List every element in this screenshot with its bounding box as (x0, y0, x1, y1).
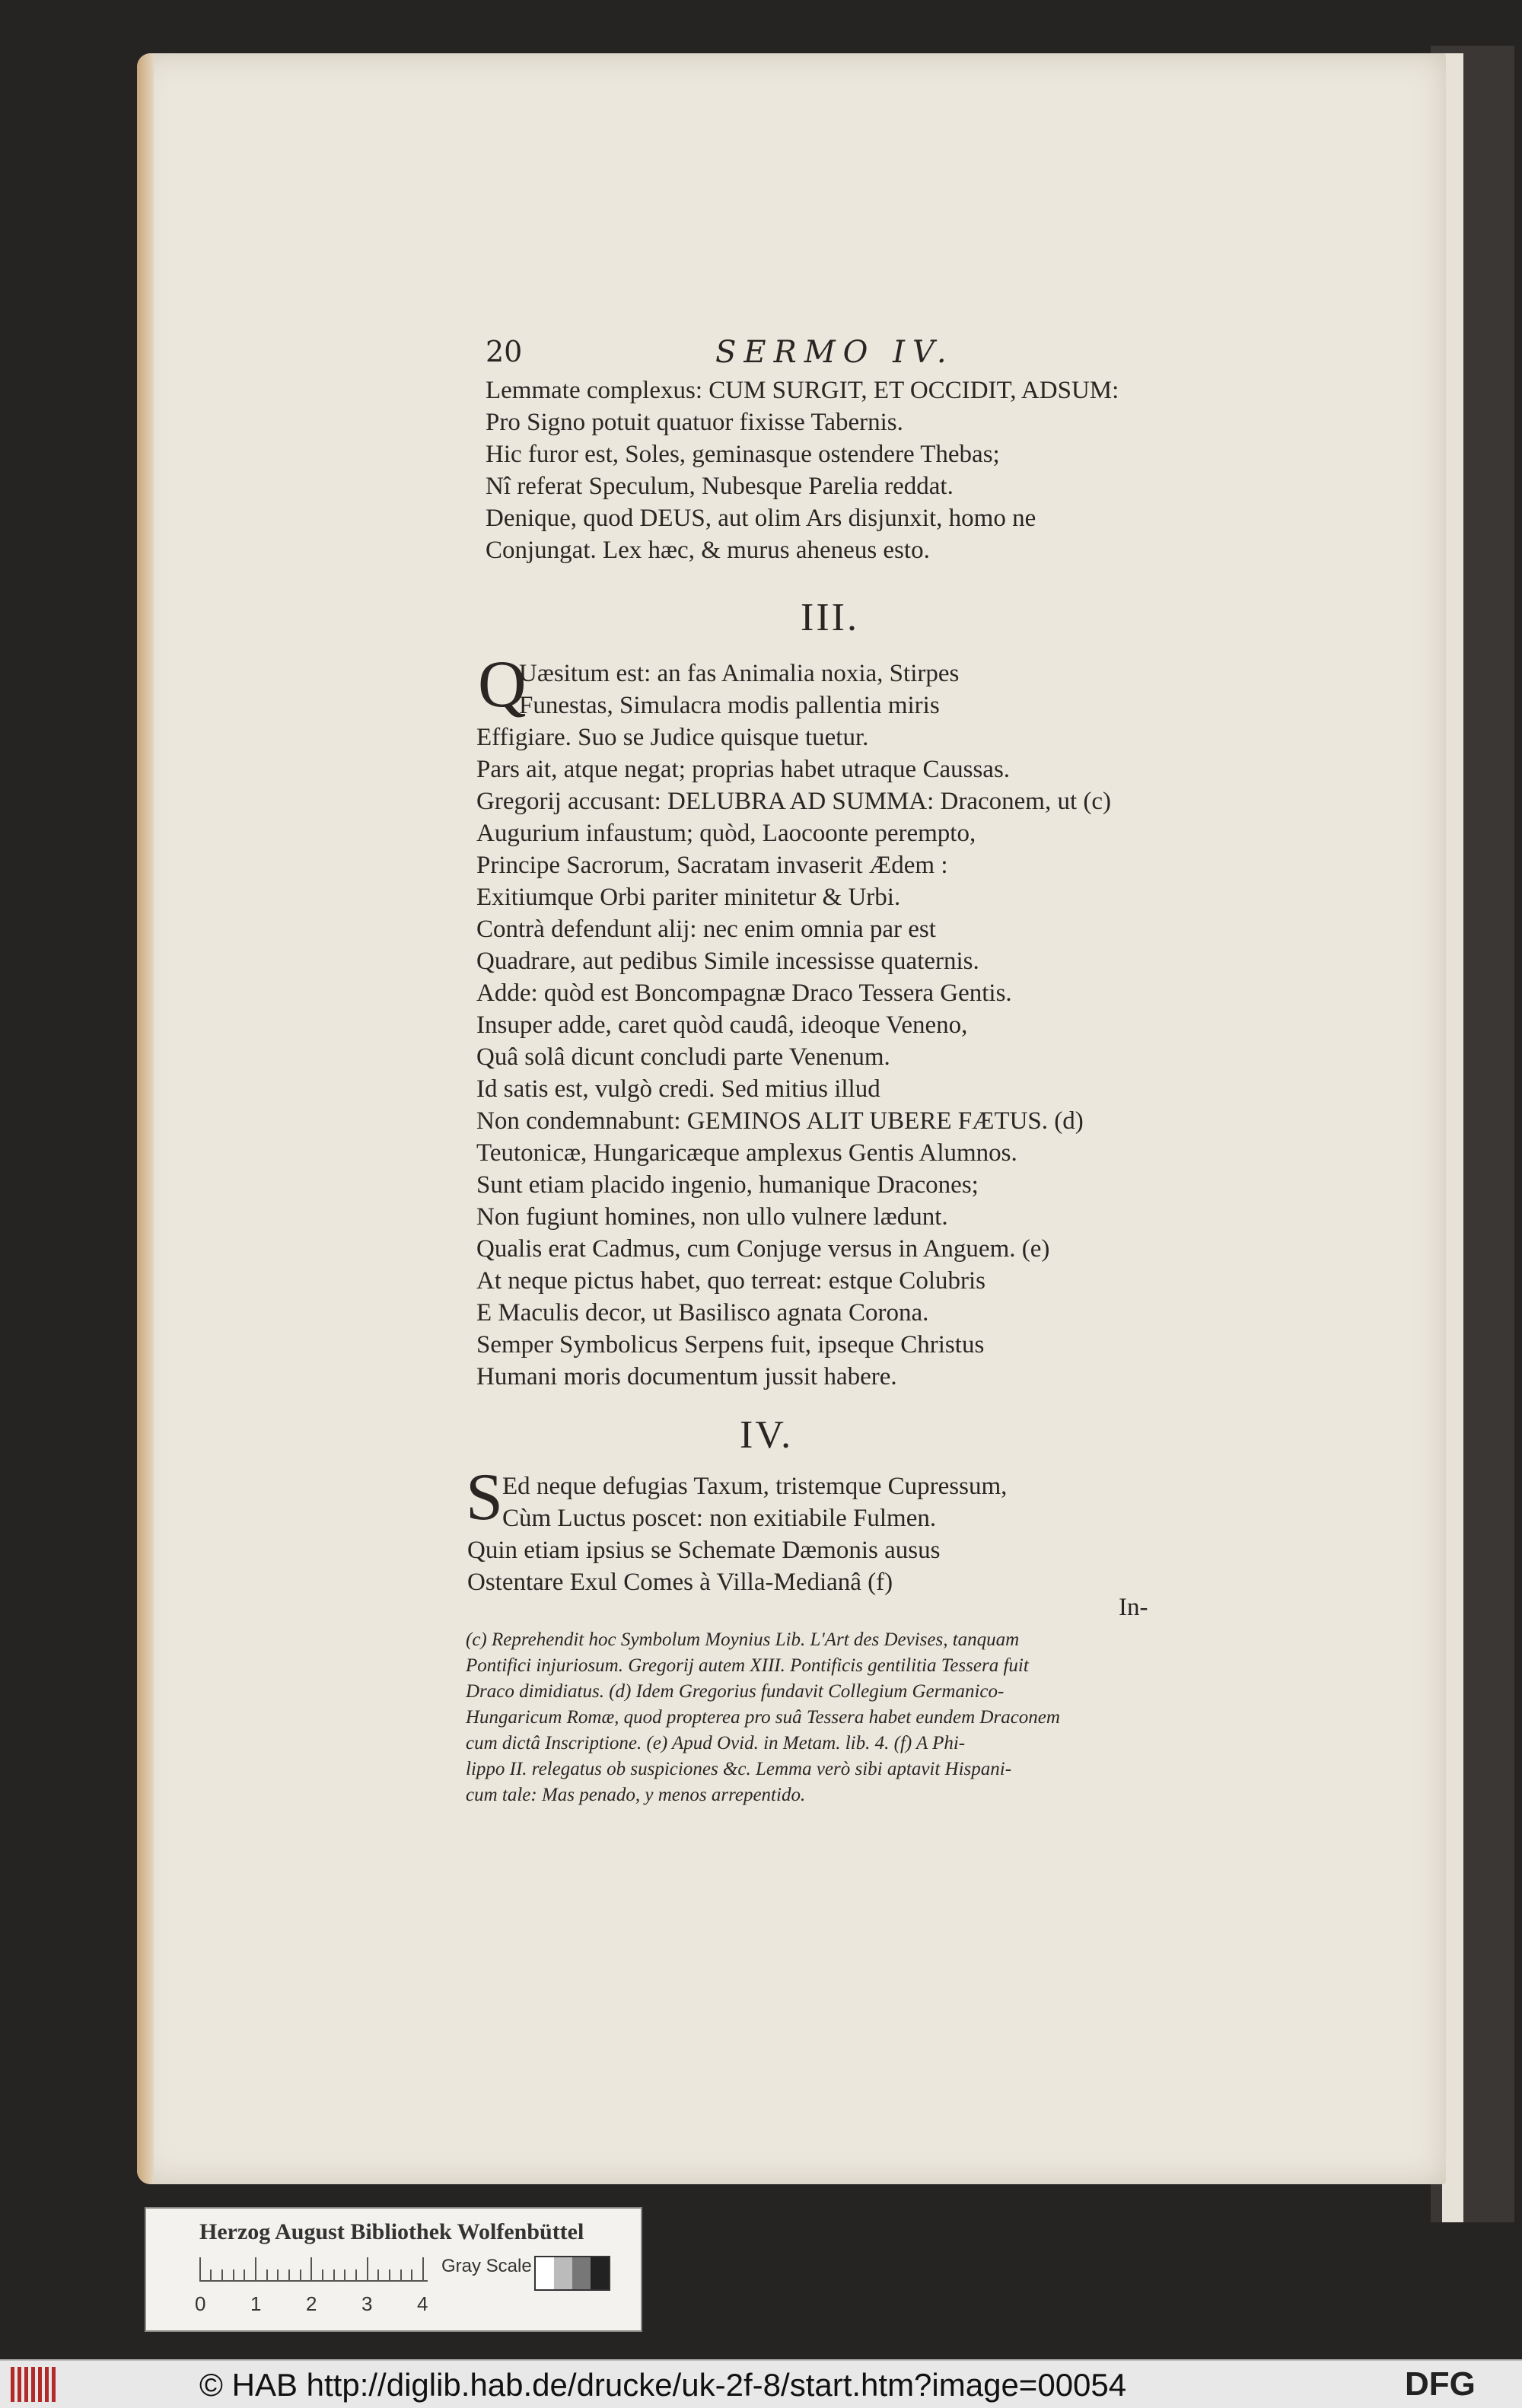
footnotes (466, 1627, 1166, 1808)
section-heading-iv: IV. (740, 1413, 794, 1457)
text-line: Humani moris documentum jussit habere. (476, 1363, 897, 1390)
text-line: Principe Sacrorum, Sacratam invaserit Ædem : (476, 852, 948, 879)
text-line: Hic furor est, Soles, geminasque ostendere Thebas; (486, 441, 1000, 468)
text-line: E Maculis decor, ut Basilisco agnata Corona. (476, 1299, 929, 1327)
text-line: At neque pictus habet, quo terreat: estque Colubris (476, 1267, 985, 1295)
text-line: Ed neque defugias Taxum, tristemque Cupressum, (502, 1473, 1008, 1500)
drop-capital-s: S (466, 1460, 503, 1534)
text-line: Cùm Luctus poscet: non exitiabile Fulmen. (502, 1505, 937, 1532)
text-line: Adde: quòd est Boncompagnæ Draco Tessera Gentis. (476, 979, 1012, 1007)
scale-ruler (199, 2257, 428, 2282)
ruler-number: 2 (306, 2292, 317, 2315)
text-line: Pars ait, atque negat; proprias habet utraque Caussas. (476, 756, 1011, 783)
ruler-number: 1 (250, 2292, 262, 2315)
footnote-line: cum tale: Mas penado, y menos arrepentido. (466, 1785, 806, 1805)
body-section-iv (467, 1470, 1228, 1598)
library-label-card (145, 2207, 642, 2332)
footer-bar (0, 2359, 1522, 2408)
text-line: Exitiumque Orbi pariter minitetur & Urbi. (476, 884, 901, 911)
body-section-iii (476, 658, 1237, 1393)
text-line: Non condemnabunt: GEMINOS ALIT UBERE FÆTUS. (d) (476, 1107, 1084, 1135)
text-line: Contrà defendunt alij: nec enim omnia par est (476, 916, 936, 943)
text-line: Augurium infaustum; quòd, Laocoonte perempto, (476, 820, 976, 847)
hab-logo-icon (11, 2367, 64, 2402)
text-line: Gregorij accusant: DELUBRA AD SUMMA: Draconem, ut (c) (476, 788, 1112, 815)
drop-capital-q: Q (478, 648, 527, 721)
text-line: Pro Signo potuit quatuor fixisse Tabernis. (486, 409, 903, 436)
footnote-line: cum dictâ Inscriptione. (e) Apud Ovid. in Metam. lib. 4. (f) A Phi- (466, 1733, 966, 1753)
catchword: In- (1119, 1594, 1148, 1621)
ruler-number: 3 (361, 2292, 373, 2315)
footnote-line: Pontifici injuriosum. Gregorij autem XIII. Pontificis gentilitia Tessera fuit (466, 1655, 1029, 1676)
text-line: Uæsitum est: an fas Animalia noxia, Stirpes (519, 660, 960, 687)
library-name: Herzog August Bibliothek Wolfenbüttel (199, 2219, 584, 2244)
body-section-top (486, 374, 1247, 566)
section-heading-iii: III. (801, 596, 859, 639)
ruler-numbers (195, 2292, 473, 2316)
text-line: Denique, quod DEUS, aut olim Ars disjunxit, homo ne (486, 505, 1036, 532)
text-line: Semper Symbolicus Serpens fuit, ipseque Christus (476, 1331, 985, 1358)
ruler-number: 0 (195, 2292, 206, 2315)
page-edge-stain (137, 53, 154, 2184)
text-line: Insuper adde, caret quòd caudâ, ideoque Veneno, (476, 1011, 968, 1039)
footnote-line: Draco dimidiatus. (d) Idem Gregorius fundavit Collegium Germanico- (466, 1681, 1005, 1702)
text-line: Funestas, Simulacra modis pallentia miris (519, 692, 940, 719)
text-line: Ostentare Exul Comes à Villa-Medianâ (f) (467, 1569, 893, 1596)
text-line: Non fugiunt homines, non ullo vulnere lædunt. (476, 1203, 948, 1231)
text-line: Id satis est, vulgò credi. Sed mitius illud (476, 1075, 880, 1103)
dfg-logo: DFG (1405, 2365, 1476, 2403)
text-line: Teutonicæ, Hungaricæque amplexus Gentis Alumnos. (476, 1139, 1017, 1167)
gray-scale-label: Gray Scale (441, 2256, 532, 2276)
text-line: Nî referat Speculum, Nubesque Parelia reddat. (486, 473, 954, 500)
text-line: Sunt etiam placido ingenio, humanique Dracones; (476, 1171, 979, 1199)
footnote-line: Hungaricum Romæ, quod propterea pro suâ Tessera habet eundem Draconem (466, 1707, 1060, 1728)
footnote-line: lippo II. relegatus ob suspiciones &c. Lemma verò sibi aptavit Hispani- (466, 1759, 1012, 1779)
text-line: Lemmate complexus: CUM SURGIT, ET OCCIDIT, ADSUM: (486, 377, 1119, 404)
text-line: Quâ solâ dicunt concludi parte Venenum. (476, 1043, 890, 1071)
gray-scale-swatch (534, 2256, 610, 2291)
page-number: 20 (486, 335, 523, 368)
text-line: Conjungat. Lex hæc, & murus aheneus esto. (486, 537, 930, 564)
text-line: Quadrare, aut pedibus Simile incessisse quaternis. (476, 948, 979, 975)
running-head: SERMO IV. (715, 335, 954, 370)
ruler-number: 4 (417, 2292, 428, 2315)
text-line: Qualis erat Cadmus, cum Conjuge versus in Anguem. (e) (476, 1235, 1050, 1263)
text-line: Quin etiam ipsius se Schemate Dæmonis ausus (467, 1537, 941, 1564)
text-line: Effigiare. Suo se Judice quisque tuetur. (476, 724, 869, 751)
source-url[interactable]: © HAB http://diglib.hab.de/drucke/uk-2f-8/start.htm?image=00054 (199, 2367, 1127, 2403)
footnote-line: (c) Reprehendit hoc Symbolum Moynius Lib. L'Art des Devises, tanquam (466, 1629, 1020, 1650)
